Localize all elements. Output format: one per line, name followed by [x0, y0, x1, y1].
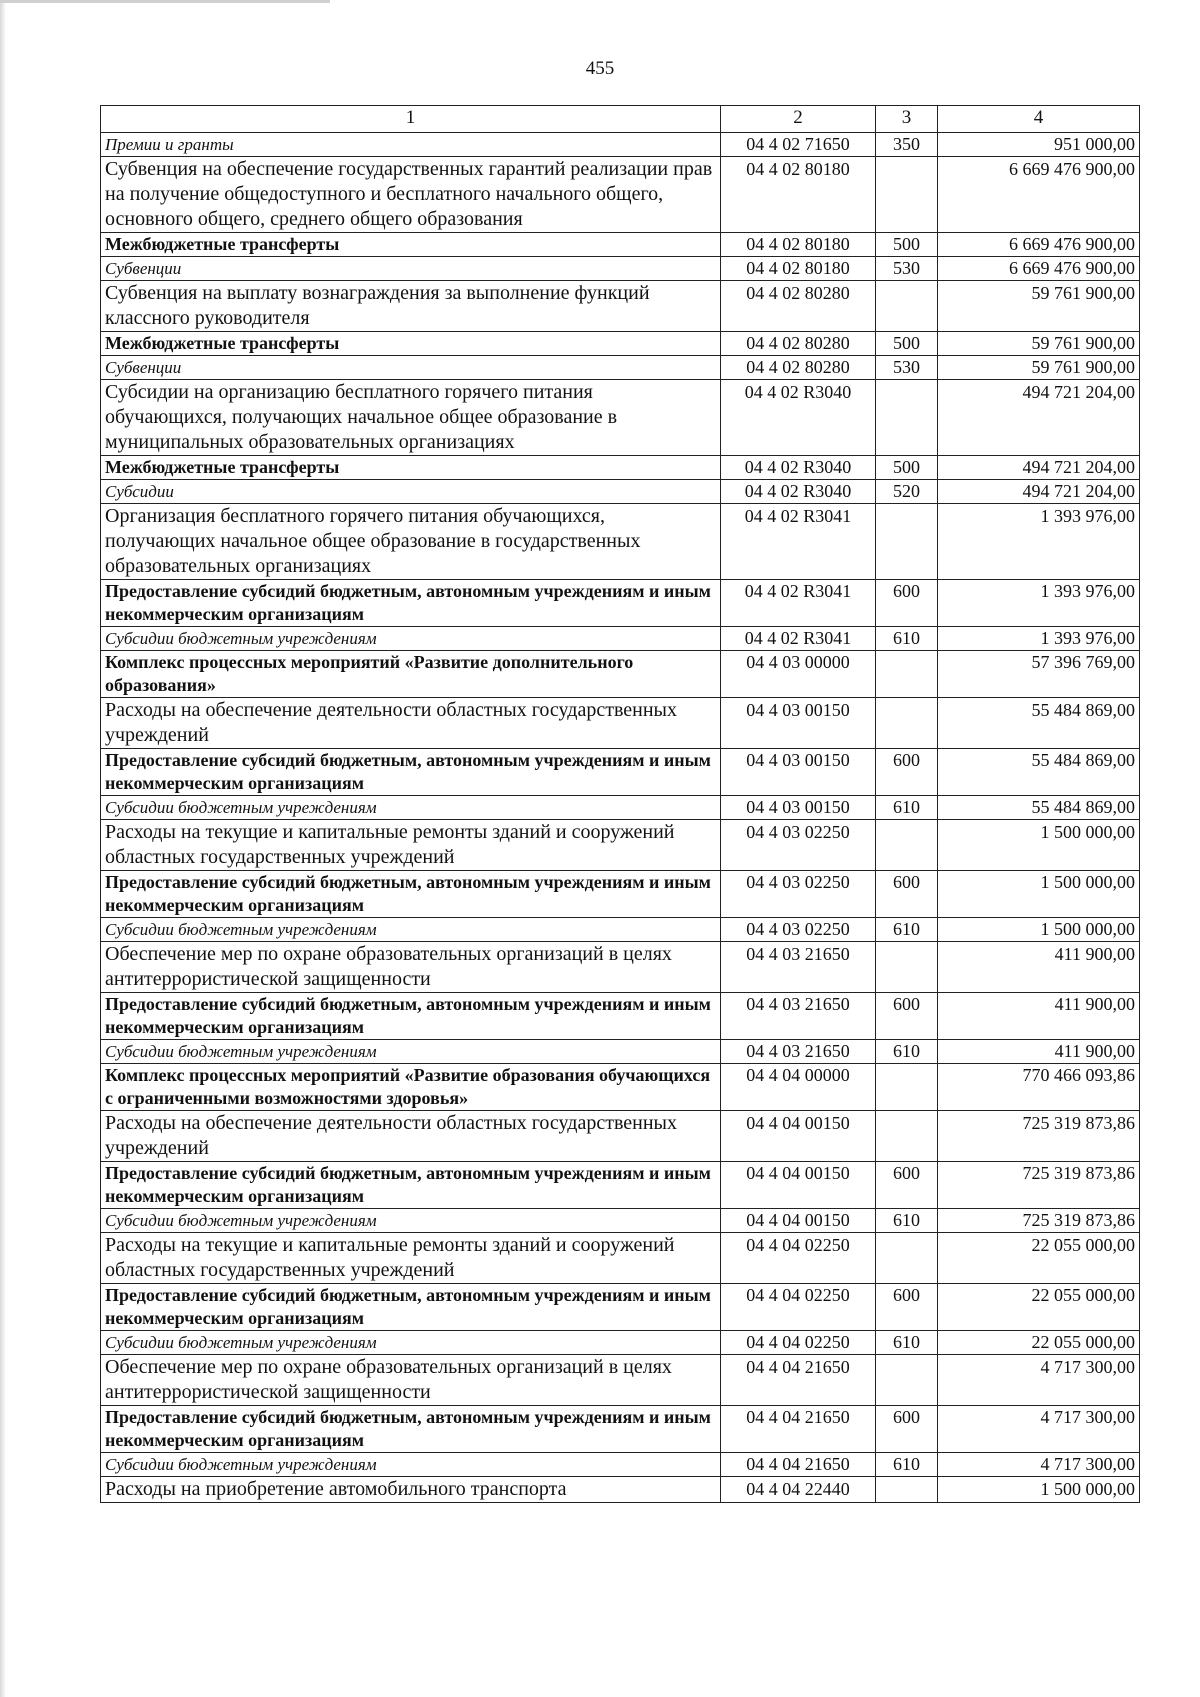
- table-row: [101, 749, 1140, 796]
- scan-shadow-top: [0, 0, 330, 3]
- row-sum-cell: 55 484 869,00: [938, 749, 1140, 796]
- table-row: [101, 580, 1140, 627]
- row-sum-cell: 725 319 873,86: [938, 1111, 1140, 1162]
- row-code-cell: 04 4 04 21650: [721, 1406, 876, 1453]
- row-code-cell: 04 4 04 22440: [721, 1477, 876, 1503]
- row-code-cell: 04 4 03 00150: [721, 796, 876, 820]
- row-code-cell: 04 4 03 02250: [721, 820, 876, 871]
- row-code-cell: 04 4 04 02250: [721, 1233, 876, 1284]
- table-row: [101, 1209, 1140, 1233]
- row-type-cell: 610: [876, 1331, 938, 1355]
- table-row: [101, 627, 1140, 651]
- row-sum-cell: 4 717 300,00: [938, 1406, 1140, 1453]
- row-name-cell: Субвенции: [101, 356, 721, 380]
- row-code-cell: 04 4 02 80180: [721, 257, 876, 281]
- row-sum-cell: 770 466 093,86: [938, 1064, 1140, 1111]
- row-sum-cell: 1 500 000,00: [938, 1477, 1140, 1503]
- row-sum-cell: 6 669 476 900,00: [938, 157, 1140, 233]
- row-type-cell: 610: [876, 627, 938, 651]
- row-name-cell: Субвенции: [101, 257, 721, 281]
- row-type-cell: 610: [876, 1209, 938, 1233]
- row-type-cell: [876, 651, 938, 698]
- row-sum-cell: 22 055 000,00: [938, 1331, 1140, 1355]
- row-code-cell: 04 4 04 21650: [721, 1453, 876, 1477]
- row-type-cell: 610: [876, 1453, 938, 1477]
- row-code-cell: 04 4 02 71650: [721, 133, 876, 157]
- table-body: [101, 133, 1140, 1503]
- row-name-cell: Межбюджетные трансферты: [101, 233, 721, 257]
- row-sum-cell: 494 721 204,00: [938, 380, 1140, 456]
- row-type-cell: [876, 698, 938, 749]
- row-sum-cell: 494 721 204,00: [938, 480, 1140, 504]
- row-code-cell: 04 4 02 80280: [721, 332, 876, 356]
- row-name-cell: Субсидии бюджетным учреждениям: [101, 796, 721, 820]
- row-code-cell: 04 4 02 R3041: [721, 580, 876, 627]
- row-sum-cell: 59 761 900,00: [938, 332, 1140, 356]
- row-name-cell: Субсидии бюджетным учреждениям: [101, 1040, 721, 1064]
- row-name-cell: Субвенция на выплату вознаграждения за выполнение функций классного руководителя: [101, 281, 721, 332]
- row-type-cell: 500: [876, 456, 938, 480]
- row-sum-cell: 4 717 300,00: [938, 1355, 1140, 1406]
- table-row: [101, 281, 1140, 332]
- row-name-cell: Расходы на обеспечение деятельности областных государственных учреждений: [101, 1111, 721, 1162]
- row-sum-cell: 22 055 000,00: [938, 1284, 1140, 1331]
- row-name-cell: Обеспечение мер по охране образовательных организаций в целях антитеррористической защищенности: [101, 1355, 721, 1406]
- row-sum-cell: 59 761 900,00: [938, 281, 1140, 332]
- row-code-cell: 04 4 02 80180: [721, 157, 876, 233]
- row-sum-cell: 55 484 869,00: [938, 698, 1140, 749]
- table-row: [101, 133, 1140, 157]
- row-type-cell: [876, 1355, 938, 1406]
- scan-shadow-left: [0, 0, 6, 1697]
- row-code-cell: 04 4 02 R3040: [721, 480, 876, 504]
- table-row: [101, 1040, 1140, 1064]
- row-code-cell: 04 4 03 21650: [721, 993, 876, 1040]
- table-row: [101, 1453, 1140, 1477]
- row-sum-cell: 1 500 000,00: [938, 918, 1140, 942]
- row-type-cell: 600: [876, 1406, 938, 1453]
- table-row: [101, 332, 1140, 356]
- row-type-cell: 600: [876, 871, 938, 918]
- table-row: [101, 380, 1140, 456]
- table-row: [101, 796, 1140, 820]
- row-type-cell: 500: [876, 233, 938, 257]
- row-sum-cell: 494 721 204,00: [938, 456, 1140, 480]
- row-code-cell: 04 4 04 00150: [721, 1162, 876, 1209]
- row-type-cell: 600: [876, 993, 938, 1040]
- row-code-cell: 04 4 04 00150: [721, 1111, 876, 1162]
- row-sum-cell: 57 396 769,00: [938, 651, 1140, 698]
- row-code-cell: 04 4 02 R3040: [721, 380, 876, 456]
- row-sum-cell: 1 393 976,00: [938, 504, 1140, 580]
- row-name-cell: Субсидии бюджетным учреждениям: [101, 1209, 721, 1233]
- row-name-cell: Предоставление субсидий бюджетным, автономным учреждениям и иным некоммерческим организациям: [101, 1162, 721, 1209]
- row-code-cell: 04 4 03 00000: [721, 651, 876, 698]
- table-row: [101, 1355, 1140, 1406]
- row-type-cell: [876, 504, 938, 580]
- row-name-cell: Премии и гранты: [101, 133, 721, 157]
- row-name-cell: Предоставление субсидий бюджетным, автономным учреждениям и иным некоммерческим организациям: [101, 580, 721, 627]
- row-sum-cell: 951 000,00: [938, 133, 1140, 157]
- row-sum-cell: 4 717 300,00: [938, 1453, 1140, 1477]
- row-code-cell: 04 4 03 00150: [721, 698, 876, 749]
- row-type-cell: 610: [876, 796, 938, 820]
- row-type-cell: [876, 942, 938, 993]
- table-row: [101, 1111, 1140, 1162]
- row-code-cell: 04 4 04 02250: [721, 1284, 876, 1331]
- row-type-cell: 600: [876, 1162, 938, 1209]
- row-name-cell: Расходы на текущие и капитальные ремонты зданий и сооружений областных государственных учреждений: [101, 820, 721, 871]
- table-row: [101, 456, 1140, 480]
- row-code-cell: 04 4 03 21650: [721, 1040, 876, 1064]
- row-name-cell: Субсидии бюджетным учреждениям: [101, 1453, 721, 1477]
- row-name-cell: Субвенция на обеспечение государственных гарантий реализации прав на получение общедоступного и бесплатного начального общего, основного общего, среднего общего образования: [101, 157, 721, 233]
- table-row: [101, 651, 1140, 698]
- row-name-cell: Субсидии на организацию бесплатного горячего питания обучающихся, получающих начальное общее образование в муниципальных образовательных организациях: [101, 380, 721, 456]
- row-code-cell: 04 4 04 02250: [721, 1331, 876, 1355]
- table-row: [101, 480, 1140, 504]
- row-sum-cell: 411 900,00: [938, 993, 1140, 1040]
- row-code-cell: 04 4 02 R3041: [721, 504, 876, 580]
- row-name-cell: Обеспечение мер по охране образовательных организаций в целях антитеррористической защищенности: [101, 942, 721, 993]
- table-row: [101, 1233, 1140, 1284]
- row-type-cell: 530: [876, 257, 938, 281]
- column-header-name: 1: [101, 106, 721, 133]
- row-name-cell: Предоставление субсидий бюджетным, автономным учреждениям и иным некоммерческим организациям: [101, 871, 721, 918]
- row-sum-cell: 59 761 900,00: [938, 356, 1140, 380]
- table-row: [101, 871, 1140, 918]
- table-row: [101, 1162, 1140, 1209]
- table-row: [101, 993, 1140, 1040]
- row-name-cell: Расходы на приобретение автомобильного транспорта: [101, 1477, 721, 1503]
- row-code-cell: 04 4 04 00150: [721, 1209, 876, 1233]
- table-row: [101, 1406, 1140, 1453]
- row-code-cell: 04 4 02 80280: [721, 356, 876, 380]
- row-sum-cell: 6 669 476 900,00: [938, 257, 1140, 281]
- row-code-cell: 04 4 03 02250: [721, 918, 876, 942]
- row-type-cell: 600: [876, 580, 938, 627]
- table-row: [101, 820, 1140, 871]
- row-type-cell: 500: [876, 332, 938, 356]
- row-sum-cell: 55 484 869,00: [938, 796, 1140, 820]
- table-row: [101, 233, 1140, 257]
- row-type-cell: [876, 820, 938, 871]
- row-name-cell: Предоставление субсидий бюджетным, автономным учреждениям и иным некоммерческим организациям: [101, 1406, 721, 1453]
- row-code-cell: 04 4 03 00150: [721, 749, 876, 796]
- table-row: [101, 257, 1140, 281]
- row-name-cell: Субсидии бюджетным учреждениям: [101, 627, 721, 651]
- row-code-cell: 04 4 02 R3040: [721, 456, 876, 480]
- row-name-cell: Межбюджетные трансферты: [101, 332, 721, 356]
- table-row: [101, 1284, 1140, 1331]
- row-name-cell: Субсидии бюджетным учреждениям: [101, 1331, 721, 1355]
- page-number: 455: [585, 58, 615, 79]
- row-type-cell: 530: [876, 356, 938, 380]
- row-code-cell: 04 4 02 80180: [721, 233, 876, 257]
- table-row: [101, 1477, 1140, 1503]
- row-sum-cell: 6 669 476 900,00: [938, 233, 1140, 257]
- row-type-cell: [876, 1064, 938, 1111]
- row-name-cell: Организация бесплатного горячего питания обучающихся, получающих начальное общее образование в государственных образовательных организациях: [101, 504, 721, 580]
- row-code-cell: 04 4 04 21650: [721, 1355, 876, 1406]
- table-row: [101, 1331, 1140, 1355]
- row-code-cell: 04 4 02 80280: [721, 281, 876, 332]
- row-type-cell: 600: [876, 1284, 938, 1331]
- row-name-cell: Межбюджетные трансферты: [101, 456, 721, 480]
- row-code-cell: 04 4 02 R3041: [721, 627, 876, 651]
- row-name-cell: Комплекс процессных мероприятий «Развитие образования обучающихся с ограниченными возможностями здоровья»: [101, 1064, 721, 1111]
- row-type-cell: [876, 281, 938, 332]
- column-header-code: 2: [721, 106, 876, 133]
- row-code-cell: 04 4 04 00000: [721, 1064, 876, 1111]
- table-row: [101, 157, 1140, 233]
- row-sum-cell: 411 900,00: [938, 1040, 1140, 1064]
- row-sum-cell: 22 055 000,00: [938, 1233, 1140, 1284]
- row-name-cell: Расходы на текущие и капитальные ремонты зданий и сооружений областных государственных учреждений: [101, 1233, 721, 1284]
- column-header-sum: 4: [938, 106, 1140, 133]
- row-type-cell: 610: [876, 918, 938, 942]
- row-type-cell: 520: [876, 480, 938, 504]
- table-row: [101, 918, 1140, 942]
- row-type-cell: 610: [876, 1040, 938, 1064]
- table-row: [101, 1064, 1140, 1111]
- row-sum-cell: 1 500 000,00: [938, 871, 1140, 918]
- row-name-cell: Расходы на обеспечение деятельности областных государственных учреждений: [101, 698, 721, 749]
- row-type-cell: [876, 157, 938, 233]
- row-type-cell: [876, 1477, 938, 1503]
- row-sum-cell: 725 319 873,86: [938, 1162, 1140, 1209]
- row-type-cell: [876, 1233, 938, 1284]
- table-row: [101, 698, 1140, 749]
- row-name-cell: Субсидии: [101, 480, 721, 504]
- row-name-cell: Предоставление субсидий бюджетным, автономным учреждениям и иным некоммерческим организациям: [101, 993, 721, 1040]
- row-sum-cell: 725 319 873,86: [938, 1209, 1140, 1233]
- row-type-cell: 600: [876, 749, 938, 796]
- table-row: [101, 942, 1140, 993]
- table-header-row: [101, 106, 1140, 133]
- row-name-cell: Предоставление субсидий бюджетным, автономным учреждениям и иным некоммерческим организациям: [101, 1284, 721, 1331]
- row-name-cell: Комплекс процессных мероприятий «Развитие дополнительного образования»: [101, 651, 721, 698]
- row-type-cell: [876, 1111, 938, 1162]
- row-sum-cell: 411 900,00: [938, 942, 1140, 993]
- row-name-cell: Предоставление субсидий бюджетным, автономным учреждениям и иным некоммерческим организациям: [101, 749, 721, 796]
- table-row: [101, 504, 1140, 580]
- row-sum-cell: 1 500 000,00: [938, 820, 1140, 871]
- row-name-cell: Субсидии бюджетным учреждениям: [101, 918, 721, 942]
- row-type-cell: [876, 380, 938, 456]
- row-code-cell: 04 4 03 21650: [721, 942, 876, 993]
- row-type-cell: 350: [876, 133, 938, 157]
- table-row: [101, 356, 1140, 380]
- column-header-type: 3: [876, 106, 938, 133]
- row-code-cell: 04 4 03 02250: [721, 871, 876, 918]
- row-sum-cell: 1 393 976,00: [938, 627, 1140, 651]
- budget-table: [100, 105, 1140, 1503]
- row-sum-cell: 1 393 976,00: [938, 580, 1140, 627]
